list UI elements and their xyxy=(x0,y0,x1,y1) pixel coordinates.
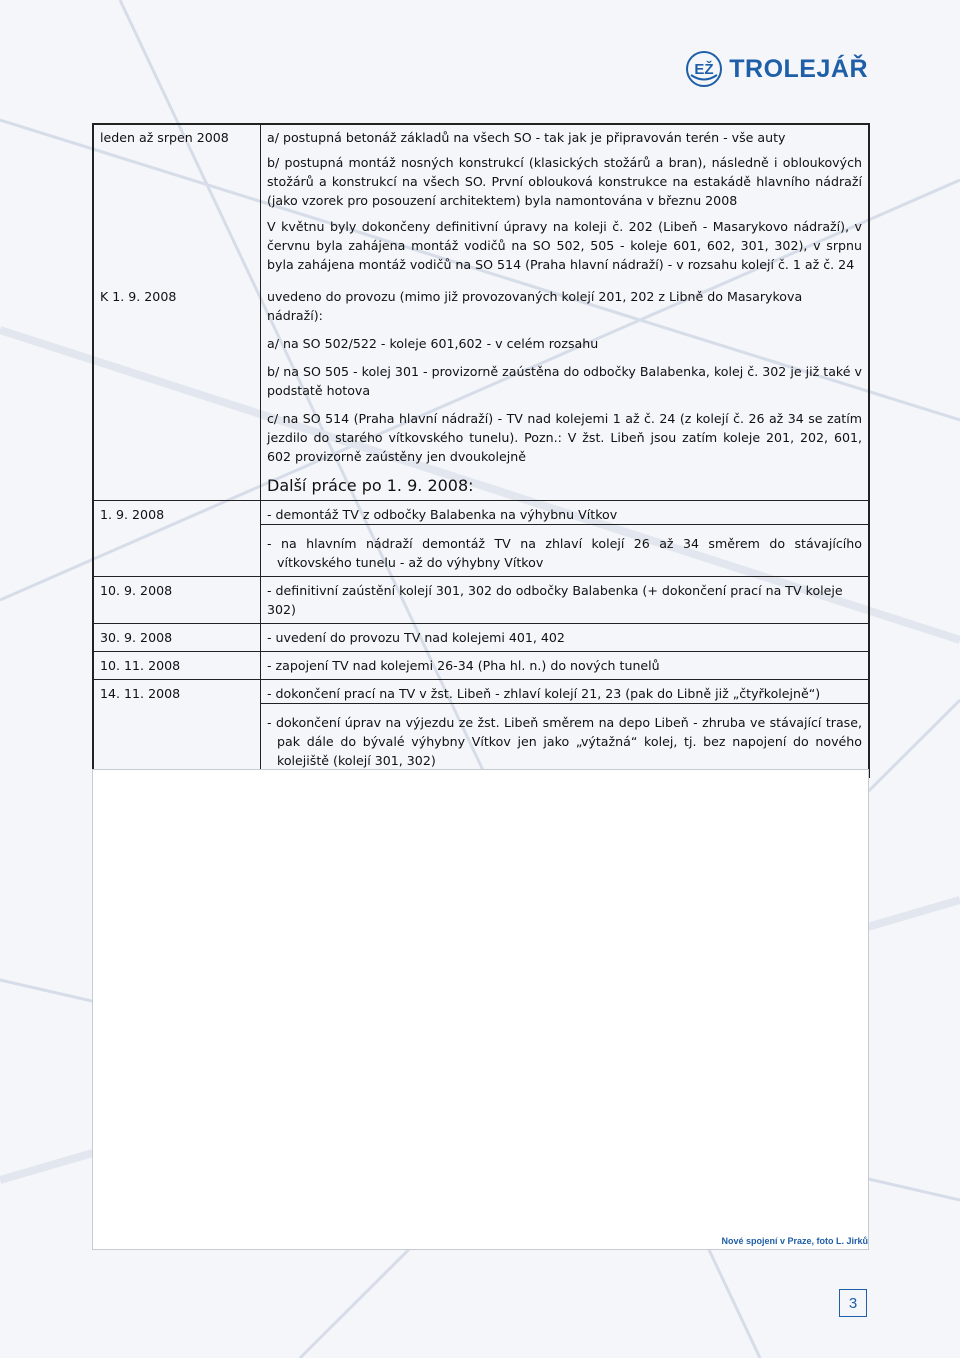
schedule-line: - na hlavním nádraží demontáž TV na zhlaví kolejí 26 až 34 směrem do stávajícího vítkovského tunelu - až do výhybny Vítkov xyxy=(261,524,868,572)
schedule-line: c/ na SO 514 (Praha hlavní nádraží) - TV nad kolejemi 1 až č. 24 (z kolejí č. 26 až 34 se zatím jezdilo do starého vítkovského tunelu). Pozn.: V žst. Libeň jsou zatím koleje 201, 202, 601, 602 provizorně zaústěny jen dvoukolejně xyxy=(267,411,862,464)
schedule-date: 10. 11. 2008 xyxy=(100,658,181,673)
schedule-line: a/ postupná betonáž základů na všech SO - tak jak je připravován terén - vše auty xyxy=(267,130,786,145)
schedule-row xyxy=(94,679,868,776)
schedule-line: - definitivní zaústění kolejí 301, 302 do odbočky Balabenka (+ dokončení prací na TV koleje 302) xyxy=(267,583,843,617)
schedule-line: - zapojení TV nad kolejemi 26-34 (Pha hl. n.) do nových tunelů xyxy=(267,658,660,673)
schedule-row xyxy=(94,623,868,651)
schedule-table xyxy=(92,123,870,778)
schedule-date: leden až srpen 2008 xyxy=(100,130,229,145)
logo-mark-text: EŽ xyxy=(694,61,714,78)
schedule-date: 14. 11. 2008 xyxy=(100,686,181,701)
schedule-row xyxy=(94,651,868,679)
schedule-description xyxy=(260,624,868,651)
brand-logo xyxy=(685,50,868,88)
photo-caption: Nové spojení v Praze, foto L. Jirků xyxy=(721,1236,868,1246)
schedule-description xyxy=(260,577,868,623)
section-heading: Další práce po 1. 9. 2008: xyxy=(267,476,474,495)
brand-name: TROLEJÁŘ xyxy=(729,54,868,83)
schedule-line: b/ na SO 505 - kolej 301 - provizorně zaústěna do odbočky Balabenka, kolej č. 302 je již také v podstatě hotova xyxy=(267,364,862,398)
schedule-description xyxy=(260,652,868,679)
schedule-line: - dokončení prací na TV v žst. Libeň - zhlaví kolejí 21, 23 (pak do Libně již „čtyřkolejně“) xyxy=(267,686,821,701)
schedule-description xyxy=(260,501,868,576)
schedule-line: a/ na SO 502/522 - koleje 601,602 - v celém rozsahu xyxy=(267,336,599,351)
schedule-line: V květnu byly dokončeny definitivní úpravy na koleji č. 202 (Libeň - Masarykovo nádraží), v červnu byla zahájena montáž vodičů na SO 502, 505 - koleje 601, 602, 301, 302), v srpnu byla zahájena montáž vodičů na SO 514 (Praha hlavní nádraží) - v rozsahu kolejí č. 1 až č. 24 xyxy=(267,219,862,272)
page-number: 3 xyxy=(839,1289,867,1317)
photo-placeholder xyxy=(92,769,869,1250)
ez-logo-icon xyxy=(685,50,723,88)
schedule-row xyxy=(94,576,868,623)
schedule-date: K 1. 9. 2008 xyxy=(100,289,177,304)
schedule-date: 10. 9. 2008 xyxy=(100,583,173,598)
schedule-description xyxy=(260,125,868,278)
schedule-line: - demontáž TV z odbočky Balabenka na výhybnu Vítkov xyxy=(267,507,618,522)
schedule-line: b/ postupná montáž nosných konstrukcí (klasických stožárů a bran), následně i obloukových stožárů a konstrukcí na všech SO. První oblouková konstrukce na estakádě hlavního nádraží (jako vzorek pro posouzení architektem) byla namontována v březnu 2008 xyxy=(267,155,862,208)
schedule-description xyxy=(260,278,868,500)
schedule-date: 30. 9. 2008 xyxy=(100,630,173,645)
schedule-row xyxy=(94,278,868,500)
schedule-line: - dokončení úprav na výjezdu ze žst. Libeň směrem na depo Libeň - zhruba ve stávající trase, pak dále do bývalé výhybny Vítkov jen jako „výtažná“ kolej, tj. bez napojení do nového kolejiště (kolejí 301, 302) xyxy=(261,703,868,770)
schedule-row xyxy=(94,125,868,278)
schedule-date: 1. 9. 2008 xyxy=(100,507,165,522)
schedule-row xyxy=(94,500,868,576)
schedule-description xyxy=(260,680,868,776)
schedule-line: uvedeno do provozu (mimo již provozovaných kolejí 201, 202 z Libně do Masarykova nádraží): xyxy=(267,289,803,323)
schedule-line: - uvedení do provozu TV nad kolejemi 401, 402 xyxy=(267,630,565,645)
